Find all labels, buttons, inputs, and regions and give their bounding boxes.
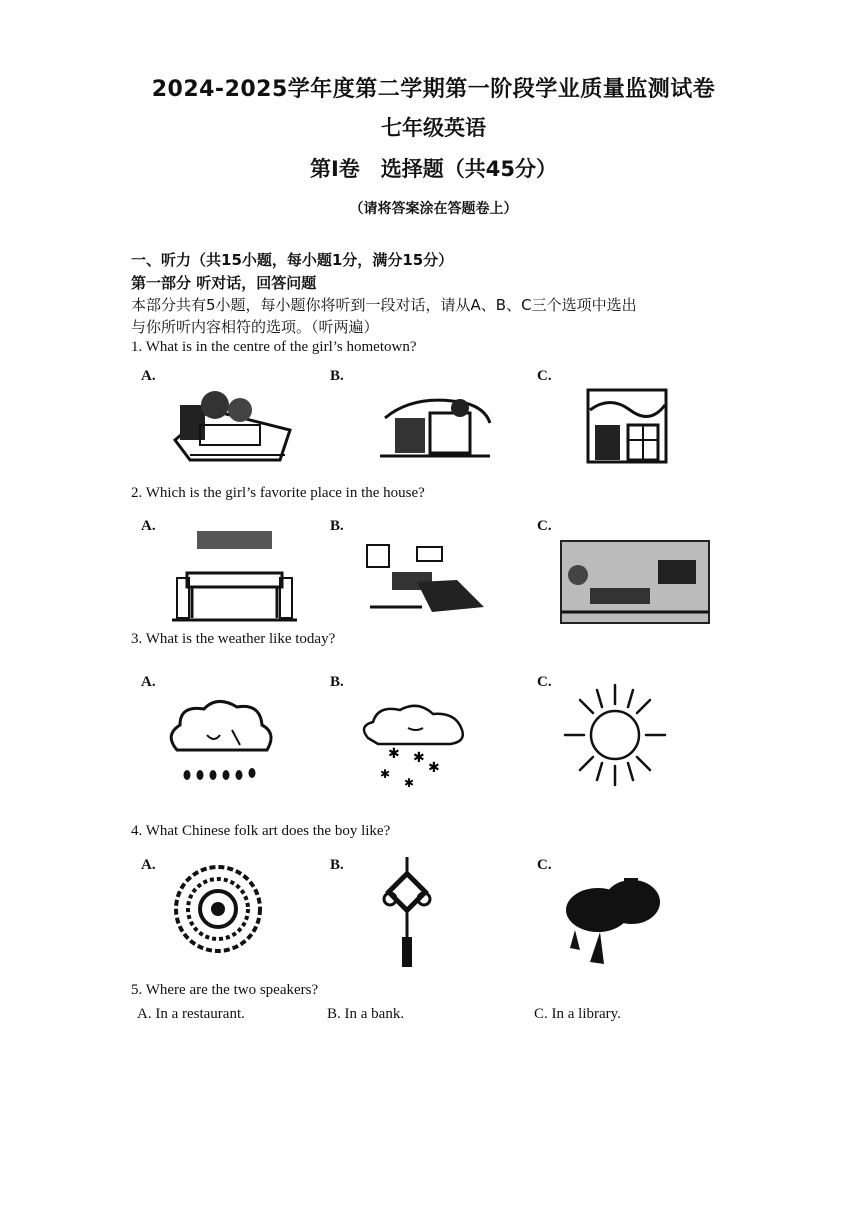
q4-option-a-label: A. [141,857,156,873]
directions-line-2: 与你所听内容相符的选项。（听两遍） [131,318,379,336]
answer-instruction: （请将答案涂在答题卷上） [349,201,518,217]
q1-option-b-label: B. [330,368,344,384]
exam-title: 2024-2025学年度第二学期第一阶段学业质量监测试卷 [151,77,716,102]
dining-room-picture-icon [172,528,297,623]
park-picture-icon [170,385,295,465]
directions-line-1: 本部分共有5小题，每小题你将听到一段对话，请从A、B、C三个选项中选出 [131,296,637,314]
sun-icon [560,680,670,790]
svg-text:✱: ✱ [428,760,440,776]
paper-cutting-icon [163,863,273,955]
q5-option-c: C. In a library. [534,1006,621,1022]
svg-text:✱: ✱ [380,767,391,781]
question-4-stem: 4. What Chinese folk art does the boy like? [131,823,391,839]
q5-option-a: A. In a restaurant. [137,1006,245,1022]
section-heading: 一、听力（共15小题，每小题1分，满分15分） [131,251,454,269]
question-5-stem: 5. Where are the two speakers? [131,982,319,998]
q1-option-c-label: C. [537,368,552,384]
svg-text:✱: ✱ [413,750,425,766]
svg-text:✱: ✱ [388,746,400,762]
question-1-stem: 1. What is in the centre of the girl’s hometown? [131,339,417,355]
q4-option-c-label: C. [537,857,552,873]
question-3-stem: 3. What is the weather like today? [131,631,336,647]
lantern-icon [560,870,665,970]
q3-option-a-label: A. [141,674,156,690]
exam-subject: 七年级英语 [381,116,486,140]
chinese-knot-icon [380,855,435,970]
q4-option-b-label: B. [330,857,344,873]
rain-cloud-icon [162,695,280,790]
q2-option-a-label: A. [141,518,156,534]
living-room-picture-icon [560,540,710,625]
bedroom-picture-icon [362,542,487,617]
q5-option-b: B. In a bank. [327,1006,405,1022]
village-picture-icon [375,388,495,463]
building-picture-icon [580,385,670,465]
q2-option-b-label: B. [330,518,344,534]
question-2-stem: 2. Which is the girl’s favorite place in the house? [131,485,425,501]
q3-option-c-label: C. [537,674,552,690]
part1-heading: 第一部分 听对话，回答问题 [131,274,317,292]
q2-option-c-label: C. [537,518,552,534]
q1-option-a-label: A. [141,368,156,384]
q3-option-b-label: B. [330,674,344,690]
svg-text:✱: ✱ [404,776,415,790]
snow-cloud-icon [358,700,468,790]
part-title: 第Ⅰ卷 选择题（共45分） [309,157,558,181]
